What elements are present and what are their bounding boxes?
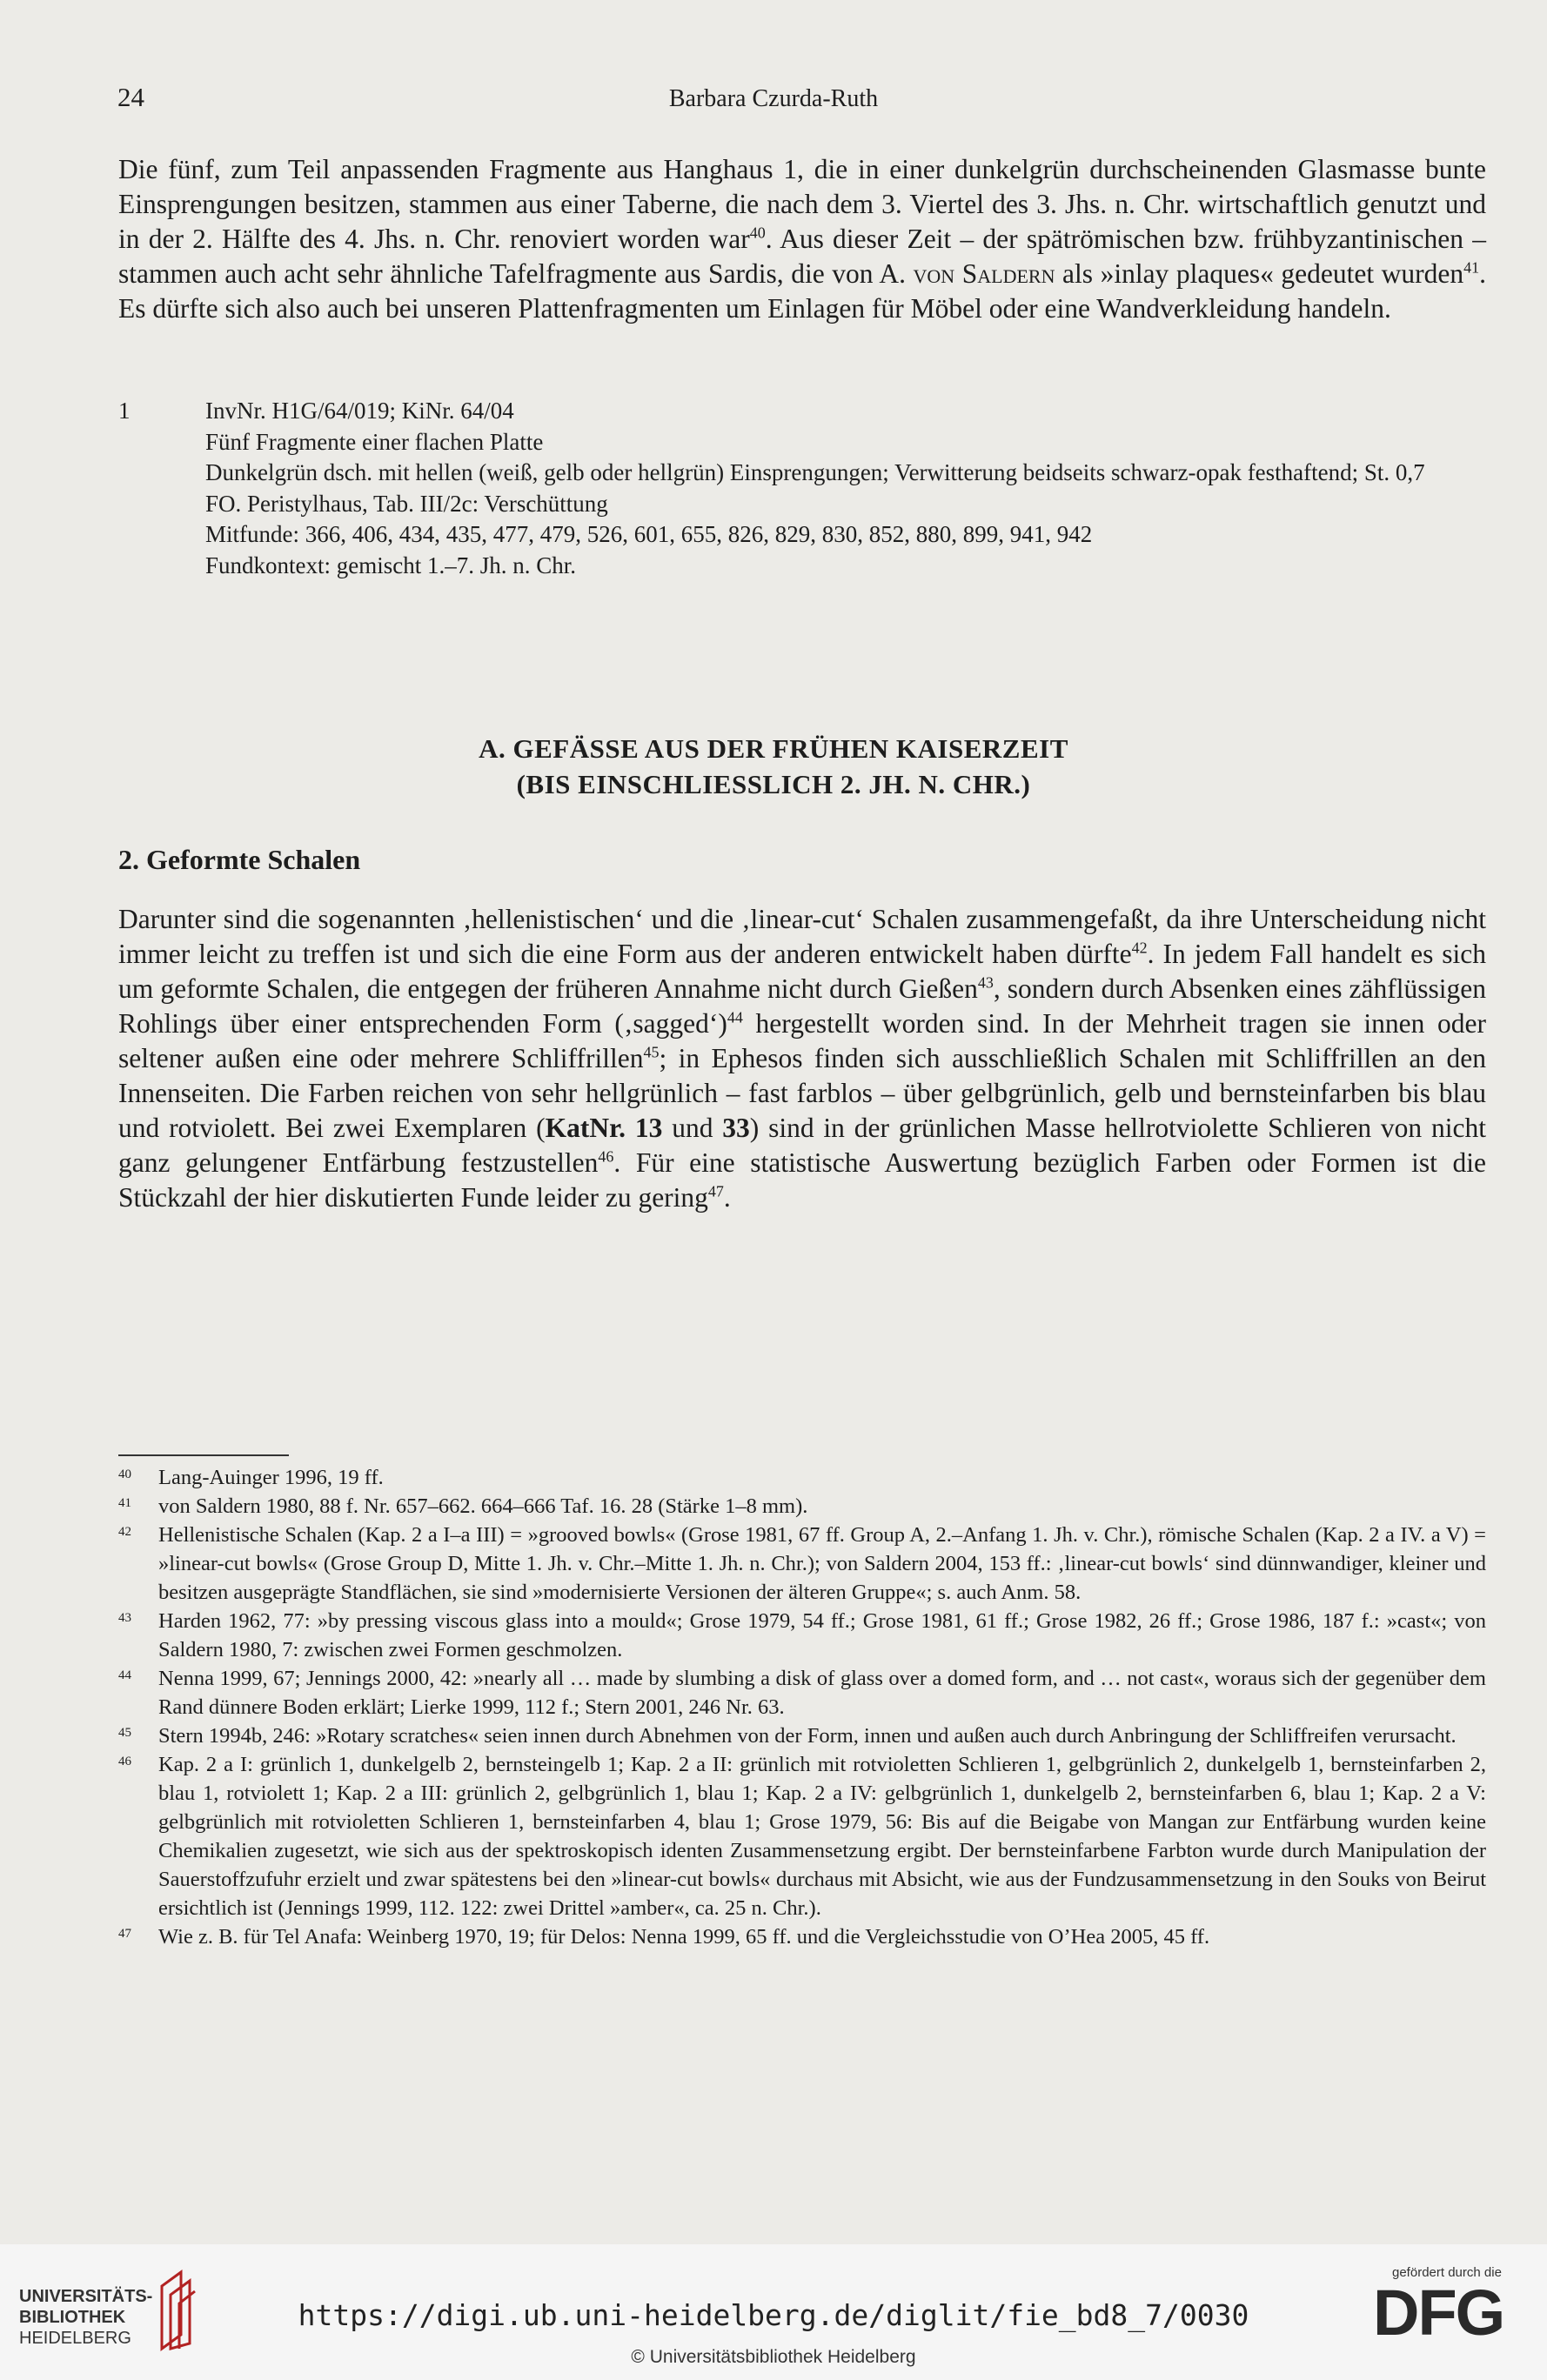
catalog-line: Mitfunde: 366, 406, 434, 435, 477, 479, 526, 601, 655, 826, 829, 830, 852, 880, 899, 941, 942 — [205, 521, 1093, 547]
footnote-ref-40: 40 — [749, 224, 766, 242]
footnote: 47 Wie z. B. für Tel Anafa: Weinberg 1970, 19; für Delos: Nenna 1999, 65 ff. und die Vergleichsstudie von O’Hea 2005, 45 ff. — [118, 1925, 1210, 1949]
footnote-divider — [118, 1454, 289, 1456]
footnote: 40 Lang-Auinger 1996, 19 ff. — [118, 1466, 384, 1489]
catalog-line: Dunkelgrün dsch. mit hellen (weiß, gelb oder hellgrün) Einsprengungen; Verwitterung beidseits schwarz-opak festhaftend; St. 0,7 — [205, 459, 1425, 485]
footnote-ref-43: 43 — [977, 973, 994, 992]
footnotes — [118, 1463, 1486, 1951]
page-url-link[interactable]: https://digi.ub.uni-heidelberg.de/diglit/fie_bd8_7/0030 — [298, 2298, 1249, 2332]
page-number: 24 — [117, 82, 144, 112]
footnote: 42 Hellenistische Schalen (Kap. 2 a I–a III) = »grooved bowls« (Grose 1981, 67 ff. Group A, 2.–Anfang 1. Jh. v. Chr.), römische Schalen (Kap. 2 a IV. a V) = »linear-cut bowls« (Grose Group D, Mitte 1. Jh. v. Chr.–Mitte 1. Jh. n. Chr.); von Saldern 2004, 153 ff.: ‚linear-cut bowls‘ sind dünnwandiger, kleiner und besitzen ausgeprägte Standflächen, sie sind »modernisierte Versionen der älteren Gruppe«; s. auch Anm. 58. — [118, 1523, 1486, 1604]
library-logo[interactable]: UNIVERSITÄTS- BIBLIOTHEK HEIDELBERG — [19, 2287, 153, 2348]
footnote-ref-47: 47 — [707, 1182, 724, 1200]
section-heading: A. GEFÄSSE AUS DER FRÜHEN KAISERZEIT (BIS EINSCHLIESSLICH 2. JH. N. CHR.) — [479, 733, 1068, 799]
intro-paragraph: Die fünf, zum Teil anpassenden Fragmente aus Hanghaus 1, die in einer dunkelgrün durchscheinenden Glasmasse bunte Einsprengungen besitzen, stammen aus einer Taberne, die nach dem 3. Viertel des 3. Jhs. n. Chr. wirtschaftlich genutzt und in der 2. Hälfte des 4. Jhs. n. Chr. renoviert worden war$^{40}$. Aus dieser Zeit – der spätrömischen bzw. frühbyzantinischen – stammen auch acht sehr ähnliche Tafelfragmente aus Sardis, die von A. von Saldern als »inlay plaques« gedeutet wurden$^{41}$. Es dürfte sich also auch bei unseren Plattenfragmenten um Einlagen für Möbel oder eine Wandverkleidung handeln. — [118, 154, 1486, 324]
footnote: 45 Stern 1994b, 246: »Rotary scratches« seien innen durch Abnehmen von der Form, innen und außen auch durch Anbringung der Schliffreifen verursacht. — [118, 1724, 1457, 1748]
funding-label: gefördert durch die — [1392, 2265, 1502, 2280]
body-paragraph: Darunter sind die sogenannten ‚hellenistischen‘ und die ‚linear-cut‘ Schalen zusammengefaßt, da ihre Unterscheidung nicht immer leicht zu treffen ist und sich die eine Form aus der anderen entwickelt haben dürfte$^{42}$. In jedem Fall handelt es sich um geformte Schalen, die entgegen der früheren Annahme nicht durch Gießen$^{43}$, sondern durch Absenken eines zähflüssigen Rohlings über einer entsprechenden Form (‚sagged‘)$^{44}$ hergestellt worden sind. In der Mehrheit tragen sie innen oder seltener außen eine oder mehrere Schliffrillen$^{45}$; in Ephesos finden sich ausschließlich Schalen mit Schliffrillen an den Innenseiten. Die Farben reichen von sehr hellgrünlich – fast farblos – über gelbgrünlich, gelb und bernsteinfarben bis blau und rotviolett. Bei zwei Exemplaren (KatNr. 13 und 33) sind in der grünlichen Masse hellrotviolette Schlieren von nicht ganz gelungener Entfärbung festzustellen$^{46}$. Für eine statistische Auswertung bezüglich Farben oder Formen ist die Stückzahl der hier diskutierten Funde leider zu gering$^{47}$. — [118, 904, 1486, 1213]
catalog-line: InvNr. H1G/64/019; KiNr. 64/04 — [205, 398, 514, 424]
footnote-ref-46: 46 — [598, 1147, 614, 1166]
footnote-ref-45: 45 — [643, 1043, 660, 1061]
footnote: 41 von Saldern 1980, 88 f. Nr. 657–662. 664–666 Taf. 16. 28 (Stärke 1–8 mm). — [118, 1494, 808, 1518]
copyright-notice: © Universitätsbibliothek Heidelberg — [631, 2347, 916, 2367]
dfg-logo[interactable]: DFG — [1373, 2276, 1504, 2349]
catalog-line: Fundkontext: gemischt 1.–7. Jh. n. Chr. — [205, 552, 577, 578]
footnote: 44 Nenna 1999, 67; Jennings 2000, 42: »nearly all … made by slumbing a disk of glass over a domed form, and … not cast«, woraus sich der gegenüber dem Rand dünnere Boden erklärt; Lierke 1999, 112 f.; Stern 2001, 246 Nr. 63. — [118, 1667, 1486, 1719]
footnote: 43 Harden 1962, 77: »by pressing viscous glass into a mould«; Grose 1979, 54 ff.; Grose 1981, 61 ff.; Grose 1982, 26 ff.; Grose 1986, 187 f.: »cast«; von Saldern 1980, 7: zwischen zwei Formen geschmolzen. — [118, 1609, 1486, 1661]
footnote-ref-42: 42 — [1131, 939, 1148, 957]
catalog-number: 1 — [118, 398, 131, 424]
running-header-author: Barbara Czurda-Ruth — [668, 85, 879, 112]
catalog-entry — [118, 396, 1486, 581]
footnote-ref-41: 41 — [1463, 258, 1480, 277]
footnote: 46 Kap. 2 a I: grünlich 1, dunkelgelb 2, bernsteingelb 1; Kap. 2 a II: grünlich mit rotvioletten Schlieren 1, gelbgrünlich 2, dunkelgelb 1, bernsteinfarben 2, blau 1, rotviolett 1; Kap. 2 a III: grünlich 2, gelbgrünlich 1, blau 1; Kap. 2 a IV: gelbgrünlich 1, dunkelgelb 2, bernsteinfarben 6, blau 1; Kap. 2 a V: gelbgrünlich mit rotvioletten Schlieren 1, bernsteinfarben 4, blau 1; Grose 1979, 56: Bis auf die Beigabe von Mangan zur Entfärbung wurden keine Chemikalien zugesetzt, wie sich aus der spektroskopisch identen Zusammensetzung ergibt. Der bernsteinfarbene Farbton wurde durch Manipulation der Sauerstoffzufuhr erzielt und zwar spätestens bei den »linear-cut bowls« durchaus mit Absicht, wie aus der Fundzusammensetzung in den Souks von Beirut ersichtlich ist (Jennings 1999, 112. 122: zwei Drittel »amber«, ca. 25 n. Chr.). — [118, 1753, 1486, 1920]
catalog-line: Fünf Fragmente einer flachen Platte — [205, 428, 544, 455]
catalog-line: FO. Peristylhaus, Tab. III/2c: Verschüttung — [205, 490, 608, 517]
footnote-ref-44: 44 — [727, 1008, 743, 1026]
subsection-heading: 2. Geformte Schalen — [118, 844, 361, 875]
